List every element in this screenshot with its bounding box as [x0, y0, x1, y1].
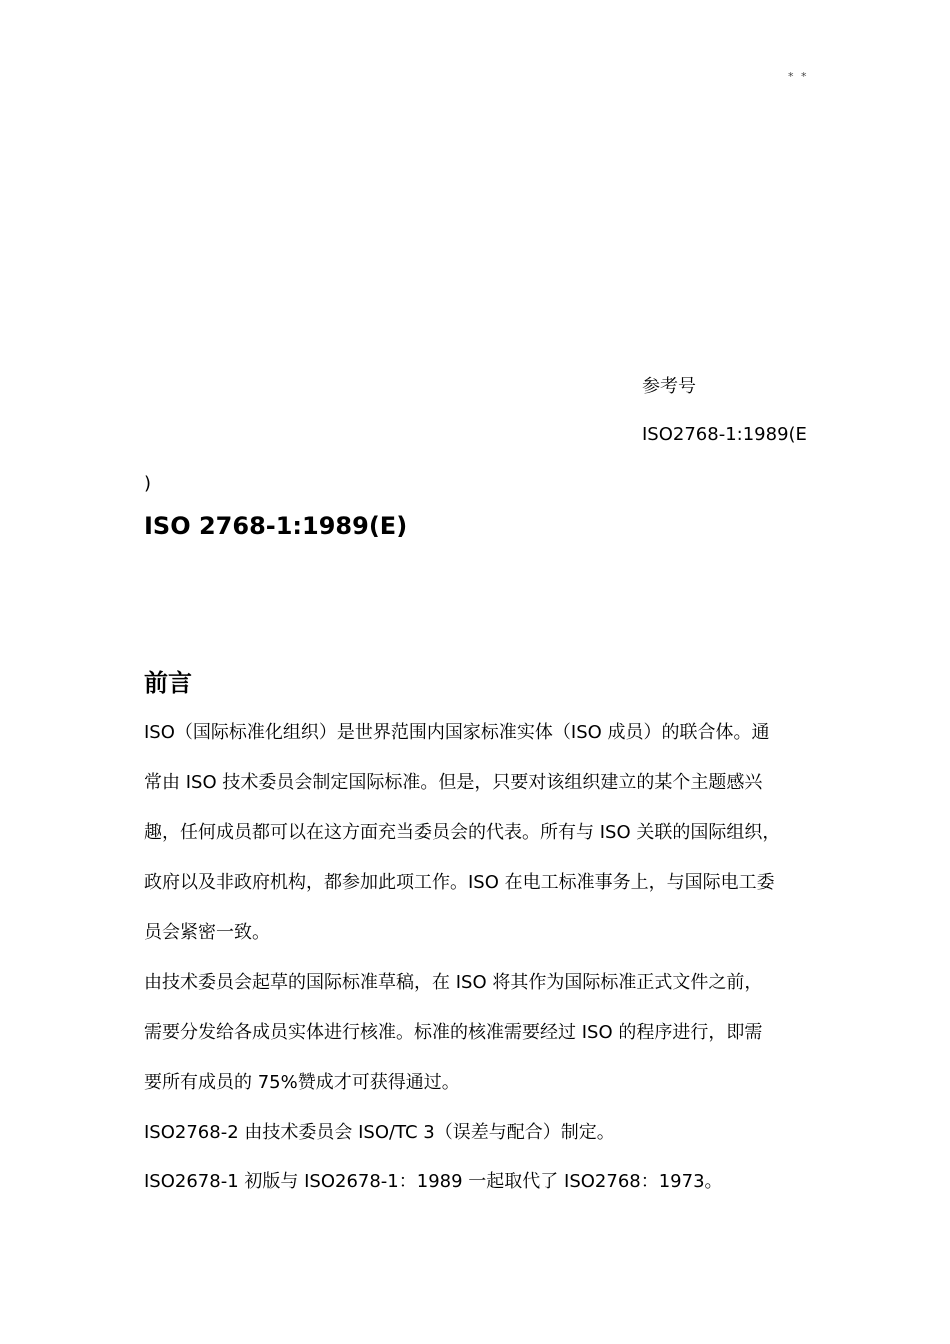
paragraph-line: 趣，任何成员都可以在这方面充当委员会的代表。所有与 ISO 关联的国际组织，: [144, 822, 781, 843]
paragraph-line: ISO2768-2 由技术委员会 ISO/TC 3（误差与配合）制定。: [144, 1122, 615, 1143]
foreword-heading: 前言: [144, 669, 192, 697]
foreword-paragraph-4: [144, 1157, 824, 1207]
reference-code-tail: ): [144, 473, 152, 494]
reference-label: 参考号: [642, 376, 696, 397]
paragraph-line: 由技术委员会起草的国际标准草稿，在 ISO 将其作为国际标准正式文件之前，: [144, 972, 763, 993]
header-mark: * *: [788, 70, 809, 83]
foreword-paragraph-1: [144, 708, 824, 958]
foreword-paragraph-2: [144, 958, 824, 1108]
paragraph-line: 员会紧密一致。: [144, 922, 270, 943]
document-title: ISO 2768-1:1989(E): [144, 512, 408, 540]
reference-code: ISO2768-1:1989(E: [642, 424, 807, 445]
paragraph-line: 常由 ISO 技术委员会制定国际标准。但是，只要对该组织建立的某个主题感兴: [144, 772, 763, 793]
foreword-paragraph-3: [144, 1108, 824, 1158]
paragraph-line: 要所有成员的 75%赞成才可获得通过。: [144, 1072, 460, 1093]
paragraph-line: 需要分发给各成员实体进行核准。标准的核准需要经过 ISO 的程序进行，即需: [144, 1022, 763, 1043]
paragraph-line: 政府以及非政府机构，都参加此项工作。ISO 在电工标准事务上，与国际电工委: [144, 872, 775, 893]
paragraph-line: ISO（国际标准化组织）是世界范围内国家标准实体（ISO 成员）的联合体。通: [144, 722, 770, 743]
paragraph-line: ISO2678-1 初版与 ISO2678-1：1989 一起取代了 ISO2768：1973。: [144, 1171, 723, 1192]
